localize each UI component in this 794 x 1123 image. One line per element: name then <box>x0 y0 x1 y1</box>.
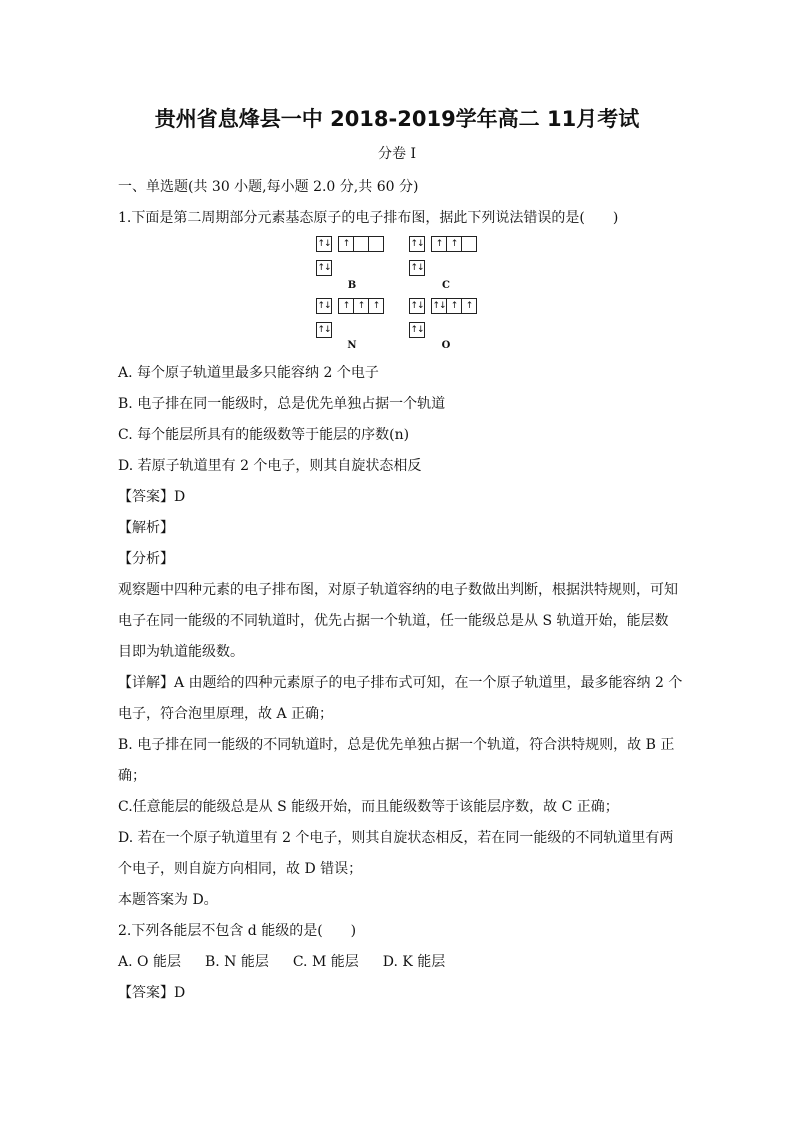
q1-analysis-line: 观察题中四种元素的电子排布图，对原子轨道容纳的电子数做出判断，根据洪特规则，可知 <box>118 582 678 598</box>
orbital-box: ↑ <box>446 298 462 314</box>
orbital-box: ↑↓ <box>409 322 425 338</box>
orbital-box: ↑↓ <box>409 236 425 252</box>
orbital-box: ↑ <box>338 236 354 252</box>
orbital-c-2p <box>431 236 476 252</box>
q1-stem: 1.下面是第二周期部分元素基态原子的电子排布图，据此下列说法错误的是( ) <box>118 210 619 226</box>
q1-analysis-line: 电子在同一能级的不同轨道时，优先占据一个轨道，任一能级总是从 S 轨道开始，能层数 <box>118 613 669 629</box>
q1-option-c: C. 每个能层所具有的能级数等于能层的序数(n) <box>118 427 410 443</box>
q1-detail-line: 个电子，则自旋方向相同，故 D 错误； <box>118 861 363 877</box>
q2-answer: 【答案】D <box>118 985 186 1001</box>
element-label-o: O <box>441 340 451 351</box>
page-title: 贵州省息烽县一中 2018-2019学年高二 11月考试 <box>154 107 640 131</box>
orbital-b-2s <box>316 236 331 252</box>
orbital-o-2s <box>409 298 424 314</box>
q2-option-b: B. N 能层 <box>204 954 269 970</box>
element-label-n: N <box>347 340 357 351</box>
page-subtitle: 分卷 I <box>378 146 416 162</box>
q1-conclusion: 本题答案为 D。 <box>118 892 218 908</box>
q2-options <box>118 951 678 973</box>
orbital-b-1s <box>316 260 331 276</box>
q1-detail-line: 电子，符合泡里原理，故 A 正确； <box>118 706 334 722</box>
orbital-box: ↑↓ <box>316 236 332 252</box>
q1-option-a: A. 每个原子轨道里最多只能容纳 2 个电子 <box>118 365 379 381</box>
orbital-box: ↑↓ <box>431 298 447 314</box>
element-label-c: C <box>442 280 450 291</box>
orbital-o-2p <box>431 298 476 314</box>
q1-option-d: D. 若原子轨道里有 2 个电子，则其自旋状态相反 <box>118 458 422 474</box>
orbital-box: ↑ <box>446 236 462 252</box>
q1-analysis-line: 目即为轨道能级数。 <box>118 644 244 660</box>
orbital-box: ↑ <box>461 298 477 314</box>
q2-option-a: A. O 能层 <box>118 954 181 970</box>
q2-option-c: C. M 能层 <box>292 954 359 970</box>
q1-detail-line: 【详解】A 由题给的四种元素原子的电子排布式可知，在一个原子轨道里，最多能容纳 2 个 <box>118 675 683 691</box>
q1-option-b: B. 电子排在同一能级时，总是优先单独占据一个轨道 <box>118 396 446 412</box>
q1-fenxi-heading: 【分析】 <box>118 551 174 567</box>
orbital-o-1s <box>409 322 424 338</box>
q2-stem: 2.下列各能层不包含 d 能级的是( ) <box>118 923 357 939</box>
orbital-box: ↑↓ <box>409 260 425 276</box>
q1-detail-line: D. 若在一个原子轨道里有 2 个电子，则其自旋状态相反，若在同一能级的不同轨道里有两 <box>118 830 674 846</box>
orbital-c-1s <box>409 260 424 276</box>
q1-detail-line: C.任意能层的能级总是从 S 能级开始，而且能级数等于该能层序数，故 C 正确； <box>118 799 619 815</box>
orbital-box: ↑↓ <box>316 298 332 314</box>
orbital-diagram <box>316 236 486 356</box>
orbital-b-2p <box>338 236 383 252</box>
orbital-box: ↑↓ <box>409 298 425 314</box>
orbital-n-2p <box>338 298 383 314</box>
orbital-box <box>368 236 384 252</box>
q1-answer: 【答案】D <box>118 489 186 505</box>
q2-option-d: D. K 能层 <box>382 954 446 970</box>
orbital-n-1s <box>316 322 331 338</box>
orbital-box: ↑ <box>338 298 354 314</box>
section-heading: 一、单选题(共 30 小题,每小题 2.0 分,共 60 分) <box>118 179 419 195</box>
q1-jiexi-heading: 【解析】 <box>118 520 174 536</box>
orbital-n-2s <box>316 298 331 314</box>
orbital-box: ↑ <box>368 298 384 314</box>
q1-detail-line: B. 电子排在同一能级的不同轨道时，总是优先单独占据一个轨道，符合洪特规则，故 B 正 <box>118 737 675 753</box>
orbital-box <box>461 236 477 252</box>
q1-detail-line: 确； <box>118 768 146 784</box>
orbital-box: ↑ <box>353 298 369 314</box>
orbital-box <box>353 236 369 252</box>
element-label-b: B <box>347 280 357 291</box>
orbital-box: ↑↓ <box>316 322 332 338</box>
orbital-box: ↑↓ <box>316 260 332 276</box>
orbital-box: ↑ <box>431 236 447 252</box>
orbital-c-2s <box>409 236 424 252</box>
